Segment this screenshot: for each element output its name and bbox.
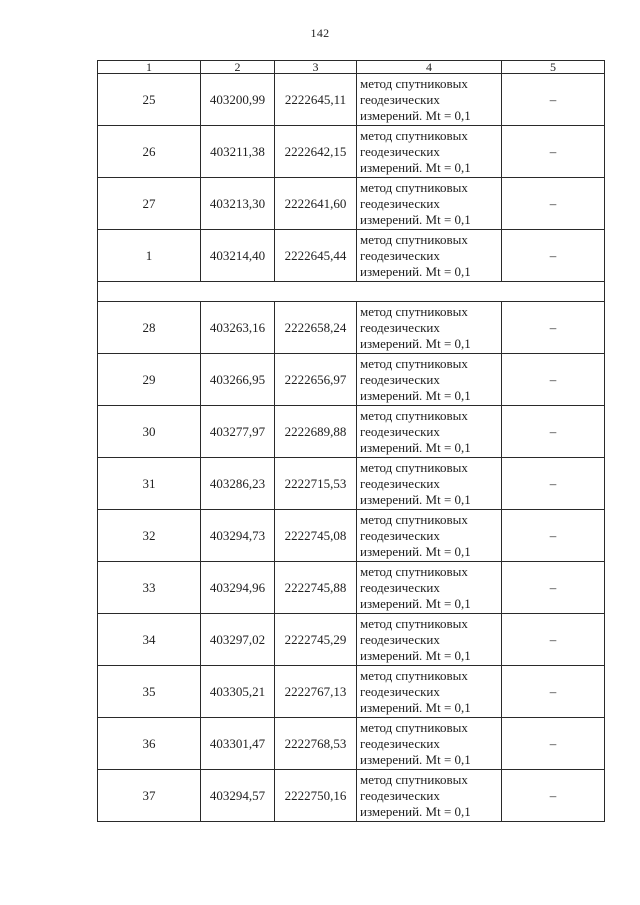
y-coordinate-cell: 2222645,44 bbox=[275, 230, 357, 282]
method-line: измерений. Mt = 0,1 bbox=[360, 159, 471, 175]
contour-separator-row bbox=[98, 282, 605, 302]
point-number-cell: 37 bbox=[98, 770, 201, 822]
y-coordinate-cell: 2222715,53 bbox=[275, 458, 357, 510]
method-cell bbox=[357, 354, 502, 406]
table-row bbox=[98, 126, 605, 178]
method-line: метод спутниковых bbox=[360, 667, 468, 683]
y-coordinate-cell: 2222658,24 bbox=[275, 302, 357, 354]
method-line: измерений. Mt = 0,1 bbox=[360, 107, 471, 123]
point-number-cell: 26 bbox=[98, 126, 201, 178]
method-line: геодезических bbox=[360, 527, 440, 543]
table-header-row bbox=[98, 61, 605, 74]
point-number-cell: 28 bbox=[98, 302, 201, 354]
method-line: метод спутниковых bbox=[360, 231, 468, 247]
x-coordinate-cell: 403294,57 bbox=[201, 770, 275, 822]
point-number-cell: 35 bbox=[98, 666, 201, 718]
x-coordinate-cell: 403301,47 bbox=[201, 718, 275, 770]
y-coordinate-cell: 2222745,08 bbox=[275, 510, 357, 562]
x-coordinate-cell: 403294,73 bbox=[201, 510, 275, 562]
method-cell bbox=[357, 74, 502, 126]
method-cell bbox=[357, 510, 502, 562]
header-cell-5: 5 bbox=[502, 61, 605, 74]
method-line: метод спутниковых bbox=[360, 719, 468, 735]
table-row bbox=[98, 562, 605, 614]
method-line: геодезических bbox=[360, 475, 440, 491]
coordinates-table-body bbox=[98, 61, 605, 822]
point-number-cell: 1 bbox=[98, 230, 201, 282]
x-coordinate-cell: 403200,99 bbox=[201, 74, 275, 126]
y-coordinate-cell: 2222642,15 bbox=[275, 126, 357, 178]
note-cell: – bbox=[502, 770, 605, 822]
point-number-cell: 34 bbox=[98, 614, 201, 666]
note-cell: – bbox=[502, 614, 605, 666]
method-line: измерений. Mt = 0,1 bbox=[360, 647, 471, 663]
x-coordinate-cell: 403277,97 bbox=[201, 406, 275, 458]
method-cell bbox=[357, 666, 502, 718]
method-line: метод спутниковых bbox=[360, 75, 468, 91]
table-row bbox=[98, 770, 605, 822]
note-cell: – bbox=[502, 126, 605, 178]
note-cell: – bbox=[502, 74, 605, 126]
coordinates-table bbox=[97, 60, 605, 822]
y-coordinate-cell: 2222745,29 bbox=[275, 614, 357, 666]
method-line: метод спутниковых bbox=[360, 615, 468, 631]
y-coordinate-cell: 2222656,97 bbox=[275, 354, 357, 406]
table-row bbox=[98, 666, 605, 718]
table-row bbox=[98, 458, 605, 510]
x-coordinate-cell: 403263,16 bbox=[201, 302, 275, 354]
method-cell bbox=[357, 406, 502, 458]
note-cell: – bbox=[502, 718, 605, 770]
note-cell: – bbox=[502, 458, 605, 510]
x-coordinate-cell: 403305,21 bbox=[201, 666, 275, 718]
method-cell bbox=[357, 178, 502, 230]
method-line: метод спутниковых bbox=[360, 771, 468, 787]
point-number-cell: 36 bbox=[98, 718, 201, 770]
note-cell: – bbox=[502, 354, 605, 406]
note-cell: – bbox=[502, 302, 605, 354]
method-line: метод спутниковых bbox=[360, 407, 468, 423]
table-row bbox=[98, 510, 605, 562]
table-row bbox=[98, 614, 605, 666]
x-coordinate-cell: 403213,30 bbox=[201, 178, 275, 230]
method-line: геодезических bbox=[360, 787, 440, 803]
separator-cell bbox=[98, 282, 605, 302]
method-line: измерений. Mt = 0,1 bbox=[360, 263, 471, 279]
point-number-cell: 33 bbox=[98, 562, 201, 614]
table-row bbox=[98, 302, 605, 354]
method-line: геодезических bbox=[360, 579, 440, 595]
method-line: геодезических bbox=[360, 195, 440, 211]
method-line: измерений. Mt = 0,1 bbox=[360, 595, 471, 611]
method-line: метод спутниковых bbox=[360, 303, 468, 319]
method-line: измерений. Mt = 0,1 bbox=[360, 751, 471, 767]
method-line: геодезических bbox=[360, 91, 440, 107]
note-cell: – bbox=[502, 406, 605, 458]
y-coordinate-cell: 2222689,88 bbox=[275, 406, 357, 458]
method-cell bbox=[357, 614, 502, 666]
method-line: метод спутниковых bbox=[360, 355, 468, 371]
table-row bbox=[98, 718, 605, 770]
method-line: измерений. Mt = 0,1 bbox=[360, 491, 471, 507]
x-coordinate-cell: 403286,23 bbox=[201, 458, 275, 510]
table-row bbox=[98, 354, 605, 406]
method-line: измерений. Mt = 0,1 bbox=[360, 439, 471, 455]
method-line: геодезических bbox=[360, 371, 440, 387]
header-cell-2: 2 bbox=[201, 61, 275, 74]
point-number-cell: 31 bbox=[98, 458, 201, 510]
method-cell bbox=[357, 126, 502, 178]
method-line: метод спутниковых bbox=[360, 179, 468, 195]
method-line: геодезических bbox=[360, 423, 440, 439]
method-cell bbox=[357, 302, 502, 354]
method-cell bbox=[357, 718, 502, 770]
method-line: метод спутниковых bbox=[360, 563, 468, 579]
page-number: 142 bbox=[310, 26, 330, 40]
method-cell bbox=[357, 770, 502, 822]
point-number-cell: 32 bbox=[98, 510, 201, 562]
method-line: метод спутниковых bbox=[360, 459, 468, 475]
method-line: геодезических bbox=[360, 319, 440, 335]
method-cell bbox=[357, 230, 502, 282]
method-line: геодезических bbox=[360, 247, 440, 263]
note-cell: – bbox=[502, 230, 605, 282]
point-number-cell: 27 bbox=[98, 178, 201, 230]
method-line: измерений. Mt = 0,1 bbox=[360, 543, 471, 559]
method-line: метод спутниковых bbox=[360, 511, 468, 527]
x-coordinate-cell: 403211,38 bbox=[201, 126, 275, 178]
method-line: геодезических bbox=[360, 735, 440, 751]
y-coordinate-cell: 2222768,53 bbox=[275, 718, 357, 770]
point-number-cell: 30 bbox=[98, 406, 201, 458]
point-number-cell: 29 bbox=[98, 354, 201, 406]
method-line: измерений. Mt = 0,1 bbox=[360, 803, 471, 819]
y-coordinate-cell: 2222645,11 bbox=[275, 74, 357, 126]
method-line: геодезических bbox=[360, 143, 440, 159]
header-cell-3: 3 bbox=[275, 61, 357, 74]
method-cell bbox=[357, 458, 502, 510]
x-coordinate-cell: 403214,40 bbox=[201, 230, 275, 282]
note-cell: – bbox=[502, 562, 605, 614]
table-row bbox=[98, 230, 605, 282]
method-line: метод спутниковых bbox=[360, 127, 468, 143]
method-line: геодезических bbox=[360, 683, 440, 699]
header-cell-4: 4 bbox=[357, 61, 502, 74]
table-row bbox=[98, 74, 605, 126]
table-row bbox=[98, 178, 605, 230]
note-cell: – bbox=[502, 666, 605, 718]
x-coordinate-cell: 403297,02 bbox=[201, 614, 275, 666]
method-line: измерений. Mt = 0,1 bbox=[360, 387, 471, 403]
method-cell bbox=[357, 562, 502, 614]
point-number-cell: 25 bbox=[98, 74, 201, 126]
y-coordinate-cell: 2222641,60 bbox=[275, 178, 357, 230]
note-cell: – bbox=[502, 178, 605, 230]
note-cell: – bbox=[502, 510, 605, 562]
header-cell-1: 1 bbox=[98, 61, 201, 74]
table-row bbox=[98, 406, 605, 458]
method-line: измерений. Mt = 0,1 bbox=[360, 335, 471, 351]
y-coordinate-cell: 2222767,13 bbox=[275, 666, 357, 718]
y-coordinate-cell: 2222750,16 bbox=[275, 770, 357, 822]
method-line: геодезических bbox=[360, 631, 440, 647]
y-coordinate-cell: 2222745,88 bbox=[275, 562, 357, 614]
x-coordinate-cell: 403266,95 bbox=[201, 354, 275, 406]
method-line: измерений. Mt = 0,1 bbox=[360, 699, 471, 715]
x-coordinate-cell: 403294,96 bbox=[201, 562, 275, 614]
method-line: измерений. Mt = 0,1 bbox=[360, 211, 471, 227]
